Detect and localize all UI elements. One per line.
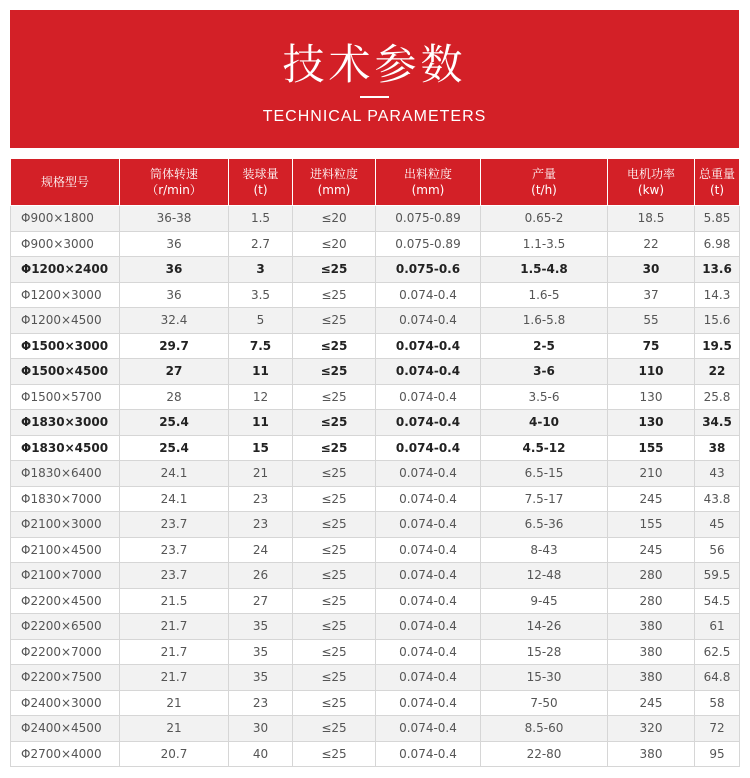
cell-model: Φ2200×7500 <box>11 665 120 691</box>
cell-feed-size: ≤25 <box>293 512 376 538</box>
cell-weight: 72 <box>695 716 740 742</box>
cell-model: Φ1500×3000 <box>11 333 120 359</box>
cell-output-size: 0.074-0.4 <box>376 537 481 563</box>
cell-feed-size: ≤25 <box>293 563 376 589</box>
cell-weight: 15.6 <box>695 308 740 334</box>
cell-weight: 6.98 <box>695 231 740 257</box>
cell-speed: 21.7 <box>120 665 229 691</box>
cell-capacity: 4.5-12 <box>481 435 608 461</box>
cell-motor-power: 130 <box>608 410 695 436</box>
cell-ball-load: 27 <box>229 588 293 614</box>
header-ball-load-unit: (t) <box>253 183 268 197</box>
title-divider <box>360 96 389 98</box>
cell-motor-power: 280 <box>608 588 695 614</box>
cell-output-size: 0.074-0.4 <box>376 639 481 665</box>
table-row <box>11 716 740 742</box>
table-row <box>11 486 740 512</box>
cell-capacity: 15-28 <box>481 639 608 665</box>
cell-output-size: 0.074-0.4 <box>376 308 481 334</box>
cell-feed-size: ≤25 <box>293 461 376 487</box>
cell-motor-power: 245 <box>608 690 695 716</box>
cell-model: Φ2100×7000 <box>11 563 120 589</box>
cell-motor-power: 210 <box>608 461 695 487</box>
cell-motor-power: 30 <box>608 257 695 283</box>
cell-ball-load: 5 <box>229 308 293 334</box>
cell-capacity: 15-30 <box>481 665 608 691</box>
cell-ball-load: 35 <box>229 614 293 640</box>
header-output-size <box>376 159 481 206</box>
cell-ball-load: 3 <box>229 257 293 283</box>
cell-capacity: 0.65-2 <box>481 206 608 232</box>
cell-model: Φ2200×7000 <box>11 639 120 665</box>
header-motor-power-label: 电机功率 <box>626 167 675 181</box>
cell-feed-size: ≤25 <box>293 690 376 716</box>
cell-ball-load: 35 <box>229 639 293 665</box>
cell-capacity: 22-80 <box>481 741 608 767</box>
cell-capacity: 6.5-15 <box>481 461 608 487</box>
cell-output-size: 0.074-0.4 <box>376 512 481 538</box>
cell-model: Φ2200×4500 <box>11 588 120 614</box>
cell-feed-size: ≤25 <box>293 741 376 767</box>
page-title: 技术参数 <box>282 40 467 89</box>
table-row <box>11 359 740 385</box>
header-motor-power <box>608 159 695 206</box>
cell-motor-power: 380 <box>608 639 695 665</box>
cell-weight: 61 <box>695 614 740 640</box>
cell-feed-size: ≤25 <box>293 257 376 283</box>
cell-speed: 27 <box>120 359 229 385</box>
cell-model: Φ2100×4500 <box>11 537 120 563</box>
table-row <box>11 461 740 487</box>
cell-speed: 20.7 <box>120 741 229 767</box>
header-model-label: 规格型号 <box>40 175 89 189</box>
cell-model: Φ1830×4500 <box>11 435 120 461</box>
cell-model: Φ2700×4000 <box>11 741 120 767</box>
cell-motor-power: 55 <box>608 308 695 334</box>
cell-ball-load: 3.5 <box>229 282 293 308</box>
cell-output-size: 0.074-0.4 <box>376 282 481 308</box>
cell-capacity: 8-43 <box>481 537 608 563</box>
cell-output-size: 0.074-0.4 <box>376 461 481 487</box>
cell-feed-size: ≤25 <box>293 435 376 461</box>
cell-weight: 14.3 <box>695 282 740 308</box>
header-capacity-label: 产量 <box>531 167 556 181</box>
cell-weight: 25.8 <box>695 384 740 410</box>
cell-weight: 43.8 <box>695 486 740 512</box>
cell-feed-size: ≤25 <box>293 588 376 614</box>
cell-capacity: 3-6 <box>481 359 608 385</box>
table-body <box>11 206 740 767</box>
table-header-row <box>11 159 740 206</box>
cell-ball-load: 15 <box>229 435 293 461</box>
cell-ball-load: 12 <box>229 384 293 410</box>
cell-output-size: 0.075-0.6 <box>376 257 481 283</box>
header-feed-size <box>293 159 376 206</box>
cell-feed-size: ≤20 <box>293 231 376 257</box>
cell-weight: 59.5 <box>695 563 740 589</box>
cell-weight: 58 <box>695 690 740 716</box>
cell-speed: 24.1 <box>120 461 229 487</box>
header-output-size-unit: (mm) <box>411 183 445 197</box>
header-weight <box>695 159 740 206</box>
cell-speed: 36 <box>120 231 229 257</box>
cell-output-size: 0.074-0.4 <box>376 384 481 410</box>
cell-capacity: 12-48 <box>481 563 608 589</box>
cell-feed-size: ≤25 <box>293 614 376 640</box>
cell-speed: 21 <box>120 716 229 742</box>
cell-model: Φ2200×6500 <box>11 614 120 640</box>
table-row <box>11 665 740 691</box>
cell-model: Φ2400×4500 <box>11 716 120 742</box>
cell-capacity: 2-5 <box>481 333 608 359</box>
page-subtitle: TECHNICAL PARAMETERS <box>262 108 487 125</box>
cell-capacity: 1.5-4.8 <box>481 257 608 283</box>
cell-output-size: 0.074-0.4 <box>376 333 481 359</box>
cell-output-size: 0.074-0.4 <box>376 563 481 589</box>
cell-feed-size: ≤25 <box>293 537 376 563</box>
header-feed-size-unit: (mm) <box>317 183 351 197</box>
header-output-size-label: 出料粒度 <box>403 167 452 181</box>
cell-motor-power: 155 <box>608 435 695 461</box>
cell-model: Φ1500×4500 <box>11 359 120 385</box>
table-row <box>11 231 740 257</box>
cell-model: Φ1500×5700 <box>11 384 120 410</box>
header-speed <box>120 159 229 206</box>
cell-output-size: 0.075-0.89 <box>376 231 481 257</box>
cell-motor-power: 280 <box>608 563 695 589</box>
table-row <box>11 537 740 563</box>
cell-ball-load: 1.5 <box>229 206 293 232</box>
cell-weight: 22 <box>695 359 740 385</box>
table-row <box>11 690 740 716</box>
cell-weight: 64.8 <box>695 665 740 691</box>
cell-feed-size: ≤25 <box>293 486 376 512</box>
cell-motor-power: 380 <box>608 665 695 691</box>
table-row <box>11 410 740 436</box>
cell-motor-power: 130 <box>608 384 695 410</box>
cell-speed: 21.7 <box>120 639 229 665</box>
cell-motor-power: 18.5 <box>608 206 695 232</box>
header-ball-load-label: 装球量 <box>242 167 279 181</box>
table-row <box>11 384 740 410</box>
cell-weight: 5.85 <box>695 206 740 232</box>
cell-model: Φ1200×4500 <box>11 308 120 334</box>
header-speed-label: 筒体转速 <box>149 167 198 181</box>
cell-ball-load: 35 <box>229 665 293 691</box>
cell-weight: 38 <box>695 435 740 461</box>
cell-output-size: 0.074-0.4 <box>376 588 481 614</box>
parameters-table <box>10 158 740 767</box>
cell-ball-load: 23 <box>229 690 293 716</box>
cell-weight: 43 <box>695 461 740 487</box>
cell-feed-size: ≤25 <box>293 639 376 665</box>
cell-capacity: 14-26 <box>481 614 608 640</box>
cell-motor-power: 245 <box>608 537 695 563</box>
cell-output-size: 0.074-0.4 <box>376 665 481 691</box>
table-row <box>11 512 740 538</box>
table-row <box>11 588 740 614</box>
cell-model: Φ900×3000 <box>11 231 120 257</box>
cell-output-size: 0.074-0.4 <box>376 741 481 767</box>
cell-speed: 28 <box>120 384 229 410</box>
cell-feed-size: ≤25 <box>293 716 376 742</box>
cell-output-size: 0.074-0.4 <box>376 359 481 385</box>
cell-ball-load: 23 <box>229 486 293 512</box>
cell-feed-size: ≤25 <box>293 384 376 410</box>
cell-motor-power: 155 <box>608 512 695 538</box>
header-ball-load <box>229 159 293 206</box>
cell-model: Φ2100×3000 <box>11 512 120 538</box>
cell-weight: 19.5 <box>695 333 740 359</box>
cell-speed: 23.7 <box>120 537 229 563</box>
cell-output-size: 0.074-0.4 <box>376 435 481 461</box>
header-motor-power-unit: (kw) <box>637 183 665 197</box>
cell-model: Φ1830×7000 <box>11 486 120 512</box>
cell-speed: 21 <box>120 690 229 716</box>
table-row <box>11 741 740 767</box>
cell-weight: 34.5 <box>695 410 740 436</box>
cell-output-size: 0.075-0.89 <box>376 206 481 232</box>
table-row <box>11 435 740 461</box>
parameters-table-container <box>10 158 739 767</box>
cell-speed: 25.4 <box>120 410 229 436</box>
cell-speed: 21.5 <box>120 588 229 614</box>
table-row <box>11 614 740 640</box>
cell-output-size: 0.074-0.4 <box>376 410 481 436</box>
cell-ball-load: 40 <box>229 741 293 767</box>
cell-speed: 23.7 <box>120 563 229 589</box>
cell-motor-power: 320 <box>608 716 695 742</box>
cell-weight: 13.6 <box>695 257 740 283</box>
cell-capacity: 1.1-3.5 <box>481 231 608 257</box>
cell-speed: 25.4 <box>120 435 229 461</box>
cell-weight: 95 <box>695 741 740 767</box>
cell-motor-power: 37 <box>608 282 695 308</box>
cell-ball-load: 7.5 <box>229 333 293 359</box>
table-row <box>11 333 740 359</box>
cell-output-size: 0.074-0.4 <box>376 716 481 742</box>
cell-feed-size: ≤25 <box>293 308 376 334</box>
header-model <box>11 159 120 206</box>
cell-feed-size: ≤25 <box>293 359 376 385</box>
cell-speed: 24.1 <box>120 486 229 512</box>
header-weight-unit: (t) <box>709 183 725 197</box>
cell-speed: 36 <box>120 282 229 308</box>
header-banner <box>10 10 739 148</box>
cell-speed: 32.4 <box>120 308 229 334</box>
cell-weight: 54.5 <box>695 588 740 614</box>
cell-ball-load: 26 <box>229 563 293 589</box>
cell-ball-load: 23 <box>229 512 293 538</box>
table-row <box>11 308 740 334</box>
cell-capacity: 7.5-17 <box>481 486 608 512</box>
cell-output-size: 0.074-0.4 <box>376 690 481 716</box>
cell-speed: 29.7 <box>120 333 229 359</box>
cell-model: Φ1200×3000 <box>11 282 120 308</box>
cell-feed-size: ≤25 <box>293 333 376 359</box>
header-weight-label: 总重量 <box>698 167 735 181</box>
cell-speed: 36 <box>120 257 229 283</box>
cell-output-size: 0.074-0.4 <box>376 614 481 640</box>
cell-model: Φ2400×3000 <box>11 690 120 716</box>
cell-capacity: 3.5-6 <box>481 384 608 410</box>
cell-model: Φ900×1800 <box>11 206 120 232</box>
cell-weight: 62.5 <box>695 639 740 665</box>
cell-weight: 45 <box>695 512 740 538</box>
header-feed-size-label: 进料粒度 <box>309 167 358 181</box>
header-capacity <box>481 159 608 206</box>
cell-ball-load: 24 <box>229 537 293 563</box>
cell-ball-load: 21 <box>229 461 293 487</box>
cell-feed-size: ≤25 <box>293 665 376 691</box>
cell-feed-size: ≤20 <box>293 206 376 232</box>
cell-capacity: 7-50 <box>481 690 608 716</box>
cell-model: Φ1200×2400 <box>11 257 120 283</box>
cell-ball-load: 11 <box>229 359 293 385</box>
header-capacity-unit: (t/h) <box>531 183 557 197</box>
header-speed-unit: （r/min） <box>146 183 202 197</box>
cell-ball-load: 2.7 <box>229 231 293 257</box>
cell-speed: 21.7 <box>120 614 229 640</box>
cell-feed-size: ≤25 <box>293 282 376 308</box>
cell-capacity: 1.6-5.8 <box>481 308 608 334</box>
cell-motor-power: 380 <box>608 741 695 767</box>
cell-capacity: 4-10 <box>481 410 608 436</box>
cell-ball-load: 11 <box>229 410 293 436</box>
cell-output-size: 0.074-0.4 <box>376 486 481 512</box>
table-row <box>11 563 740 589</box>
cell-motor-power: 75 <box>608 333 695 359</box>
table-row <box>11 639 740 665</box>
cell-capacity: 8.5-60 <box>481 716 608 742</box>
cell-model: Φ1830×3000 <box>11 410 120 436</box>
cell-motor-power: 380 <box>608 614 695 640</box>
cell-capacity: 1.6-5 <box>481 282 608 308</box>
cell-ball-load: 30 <box>229 716 293 742</box>
cell-feed-size: ≤25 <box>293 410 376 436</box>
cell-capacity: 9-45 <box>481 588 608 614</box>
cell-motor-power: 110 <box>608 359 695 385</box>
cell-speed: 36-38 <box>120 206 229 232</box>
table-row <box>11 206 740 232</box>
cell-motor-power: 22 <box>608 231 695 257</box>
cell-motor-power: 245 <box>608 486 695 512</box>
table-row <box>11 257 740 283</box>
cell-model: Φ1830×6400 <box>11 461 120 487</box>
table-row <box>11 282 740 308</box>
cell-capacity: 6.5-36 <box>481 512 608 538</box>
cell-speed: 23.7 <box>120 512 229 538</box>
cell-weight: 56 <box>695 537 740 563</box>
